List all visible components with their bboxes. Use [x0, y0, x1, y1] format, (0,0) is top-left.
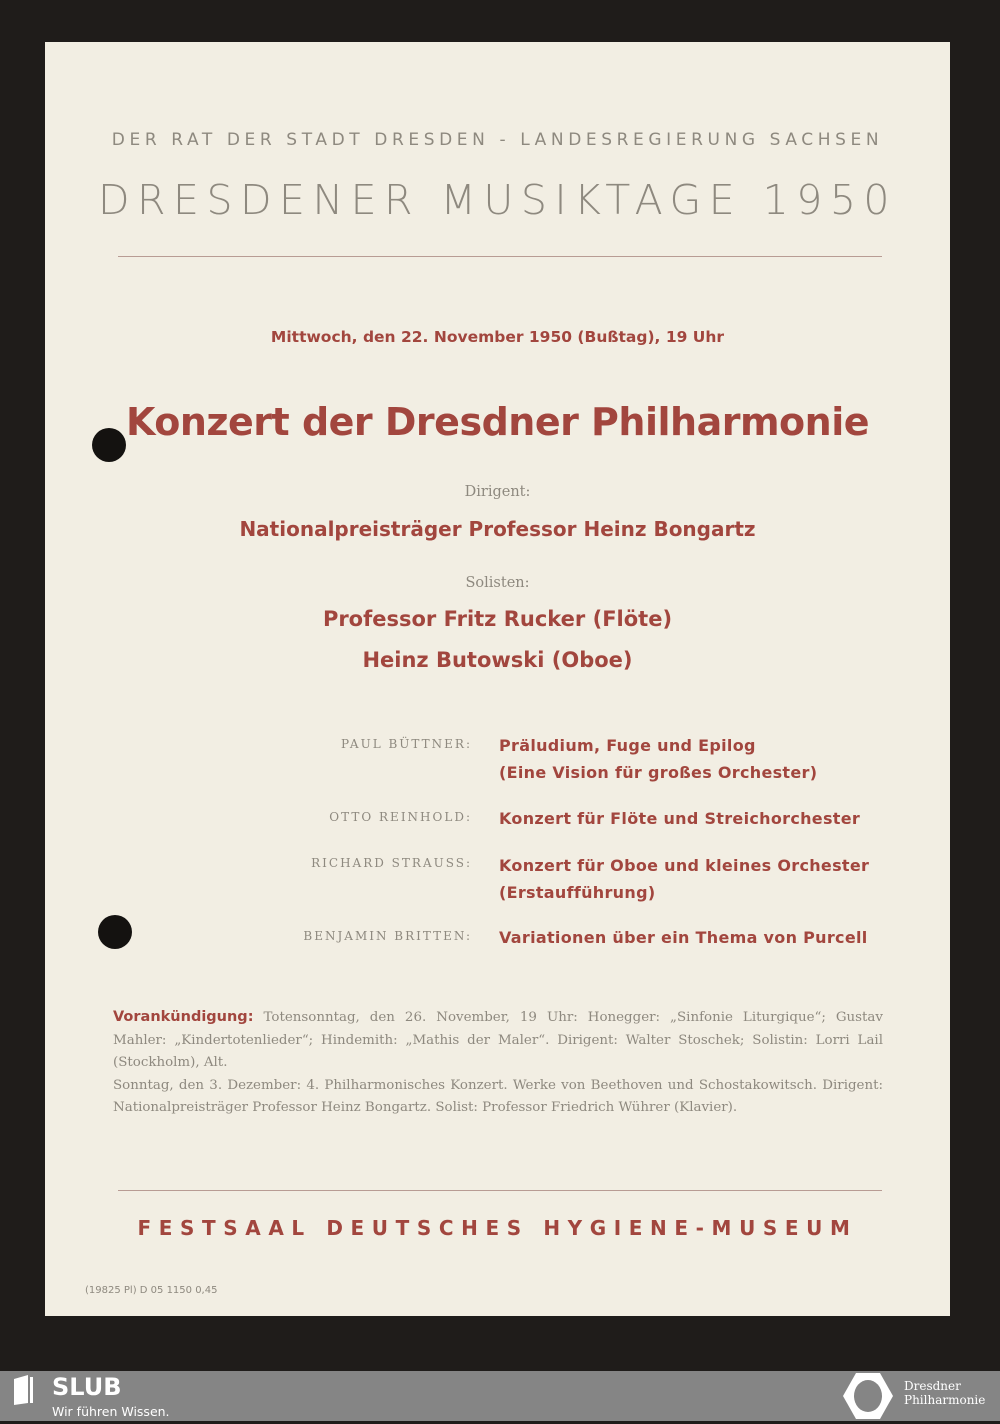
slub-tagline: Wir führen Wissen. — [52, 1404, 170, 1419]
punch-hole — [92, 428, 126, 462]
announcement-text-1: Totensonntag, den 26. November, 19 Uhr: Honegger: „Sinfonie Liturgique“; Gustav Mahler: „Kindertotenlieder“; Hindemith: „Mathis der Maler“. Dirigent: Walter Stoschek; Solistin: Lorri Lail (Stockholm), Alt. — [113, 1010, 883, 1070]
work: Konzert für Oboe und kleines Orchester (Erstaufführung) — [499, 856, 870, 902]
event-date: Mittwoch, den 22. November 1950 (Bußtag), 19 Uhr — [270, 328, 725, 346]
composer: OTTO REINHOLD: — [329, 810, 472, 824]
partner-name[interactable]: Dresdner Philharmonie — [904, 1379, 986, 1407]
concert-flyer — [45, 42, 950, 1316]
slub-book-icon — [12, 1375, 36, 1405]
composer: RICHARD STRAUSS: — [311, 856, 472, 870]
conductor-label: Dirigent: — [464, 484, 531, 500]
conductor-name: Nationalpreisträger Professor Heinz Bongartz — [239, 517, 756, 541]
soloist: Professor Fritz Rucker (Flöte) — [322, 607, 673, 631]
slub-logo-text[interactable]: SLUB — [52, 1373, 122, 1401]
divider — [118, 256, 882, 257]
soloists-label: Solisten: — [465, 575, 530, 591]
issuer-line: DER RAT DER STADT DRESDEN - LANDESREGIERUNG SACHSEN — [111, 130, 884, 150]
festival-title: DRESDENER MUSIKTAGE 1950 — [97, 176, 897, 224]
announcement-label: Vorankündigung: — [113, 1009, 254, 1025]
print-code: (19825 Pl) D 05 1150 0,45 — [85, 1285, 218, 1296]
philharmonie-logo-icon — [842, 1372, 894, 1420]
soloist: Heinz Butowski (Oboe) — [362, 648, 633, 672]
announcement — [113, 1006, 883, 1120]
divider — [118, 1190, 882, 1191]
work: Variationen über ein Thema von Purcell — [499, 928, 868, 947]
venue: FESTSAAL DEUTSCHES HYGIENE-MUSEUM — [137, 1216, 858, 1240]
work: Konzert für Flöte und Streichorchester — [499, 809, 861, 828]
concert-title: Konzert der Dresdner Philharmonie — [125, 400, 870, 444]
punch-hole — [98, 915, 132, 949]
announcement-text-2: Sonntag, den 3. Dezember: 4. Philharmonisches Konzert. Werke von Beethoven und Schostakowitsch. Dirigent: Nationalpreisträger Professor Heinz Bongartz. Solist: Professor Friedrich Wührer (Klavier). — [113, 1077, 883, 1115]
composer: BENJAMIN BRITTEN: — [303, 929, 472, 943]
composer: PAUL BÜTTNER: — [340, 737, 472, 751]
work: Präludium, Fuge und Epilog (Eine Vision für großes Orchester) — [499, 736, 818, 782]
footer-bar — [0, 1371, 1000, 1421]
